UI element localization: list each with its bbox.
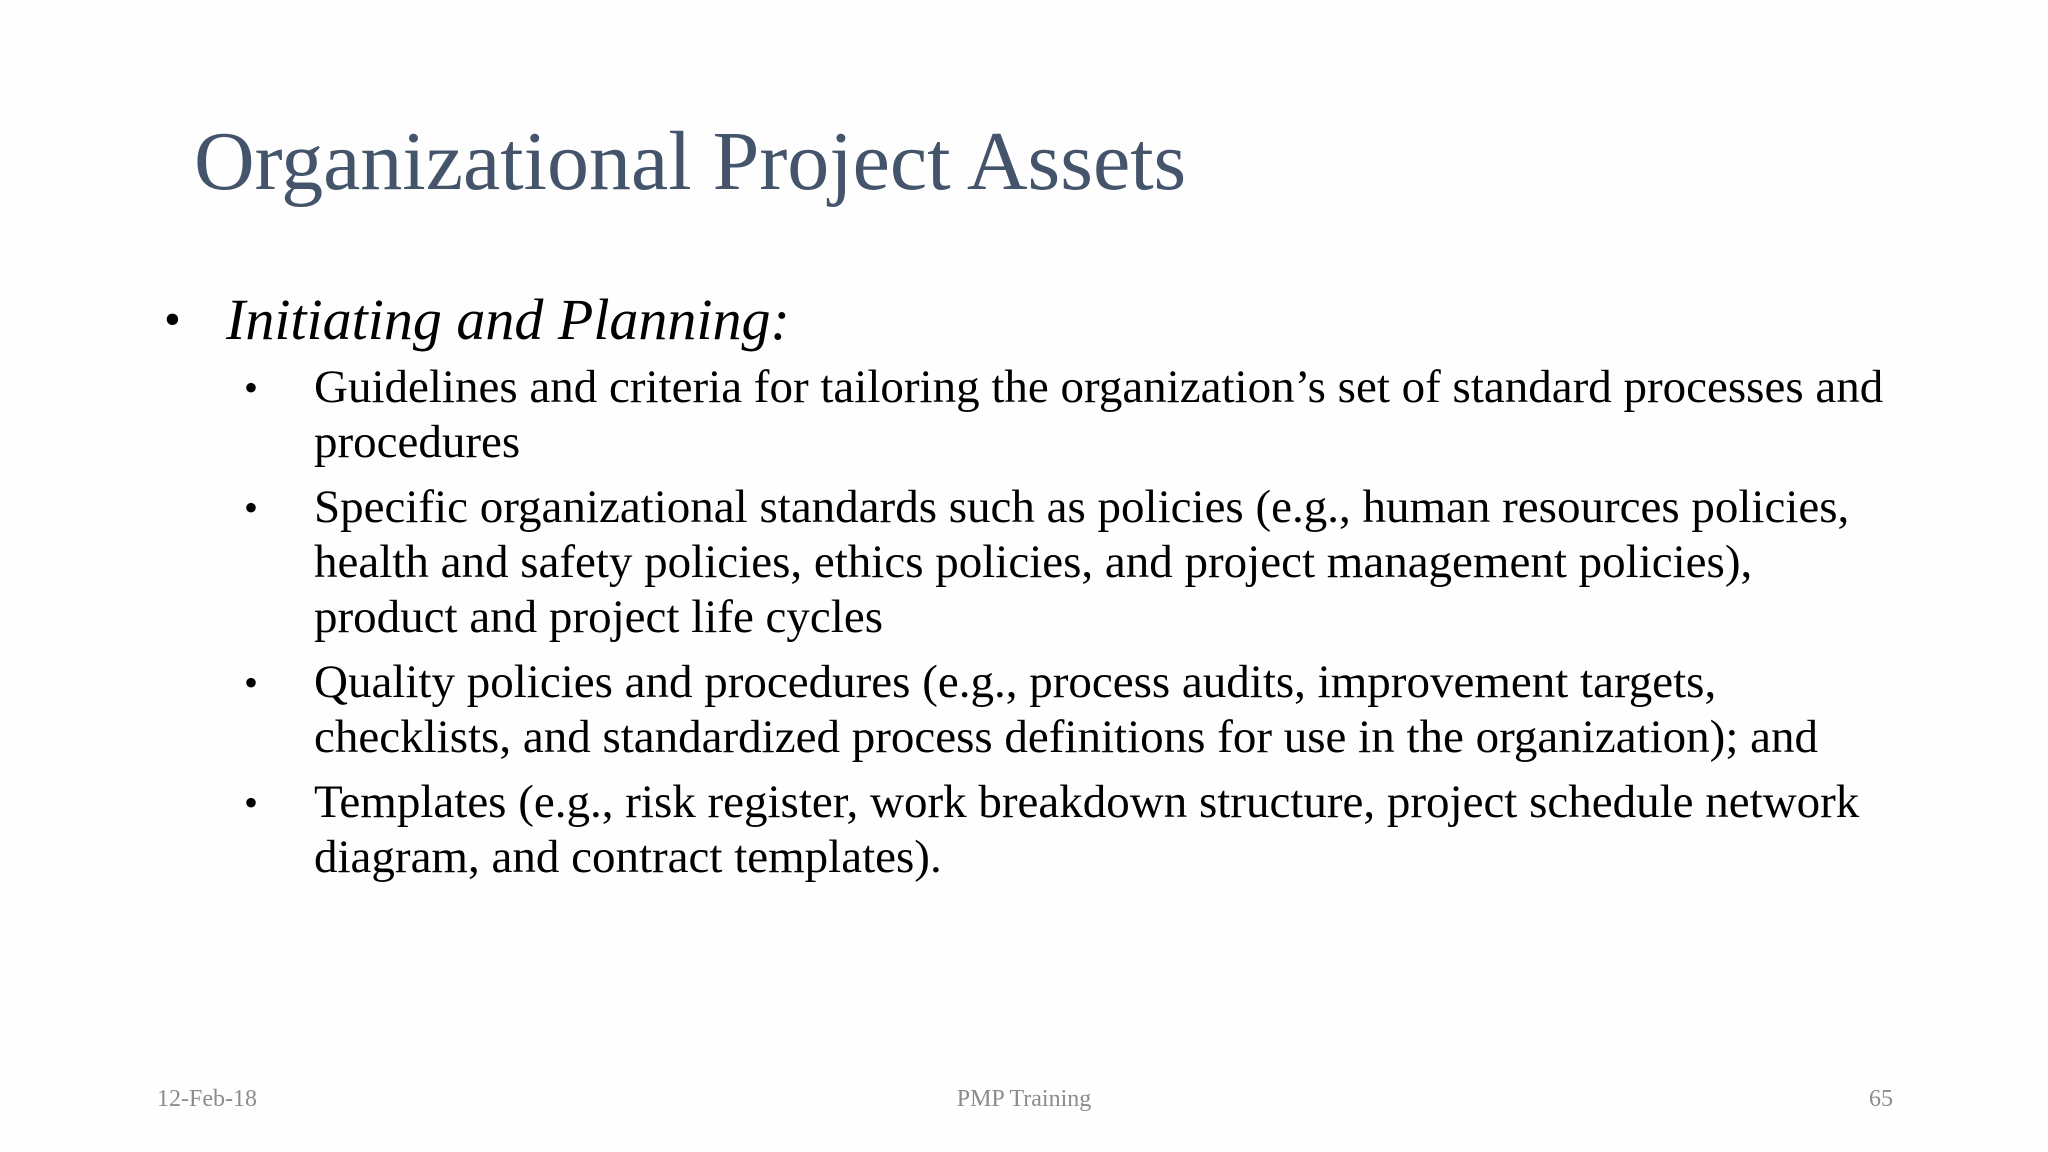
- bullet-icon: •: [244, 485, 259, 530]
- bullet-text: Initiating and Planning:: [226, 287, 790, 352]
- sub-bullet-text: Templates (e.g., risk register, work breakdown structure, project schedule network diagram, and contract templates).: [314, 776, 1860, 883]
- sub-bullet-item: [244, 775, 1884, 885]
- sub-bullet-text: Guidelines and criteria for tailoring the organization’s set of standard processes and procedures: [314, 361, 1884, 468]
- sub-bullet-list: [244, 360, 1884, 885]
- sub-bullet-text: Quality policies and procedures (e.g., process audits, improvement targets, checklists, and standardized process definitions for use in the organization); and: [314, 656, 1818, 763]
- sub-bullet-item: [244, 360, 1884, 470]
- slide-content: [164, 286, 1884, 895]
- sub-bullet-text: Specific organizational standards such as policies (e.g., human resources policies, health and safety policies, ethics policies, and project management policies), product and project life cycles: [314, 481, 1850, 643]
- sub-bullet-item: [244, 655, 1884, 765]
- slide-number: 65: [1869, 1086, 1893, 1112]
- footer-title: PMP Training: [956, 1086, 1092, 1112]
- bullet-icon: •: [244, 365, 259, 410]
- footer-date: 12-Feb-18: [157, 1086, 257, 1112]
- bullet-icon: •: [244, 780, 259, 825]
- sub-bullet-item: [244, 480, 1884, 645]
- bullet-item-initiating-planning: [164, 286, 1884, 354]
- bullet-icon: •: [164, 293, 181, 346]
- bullet-icon: •: [244, 660, 259, 705]
- slide-title: Organizational Project Assets: [194, 115, 1187, 208]
